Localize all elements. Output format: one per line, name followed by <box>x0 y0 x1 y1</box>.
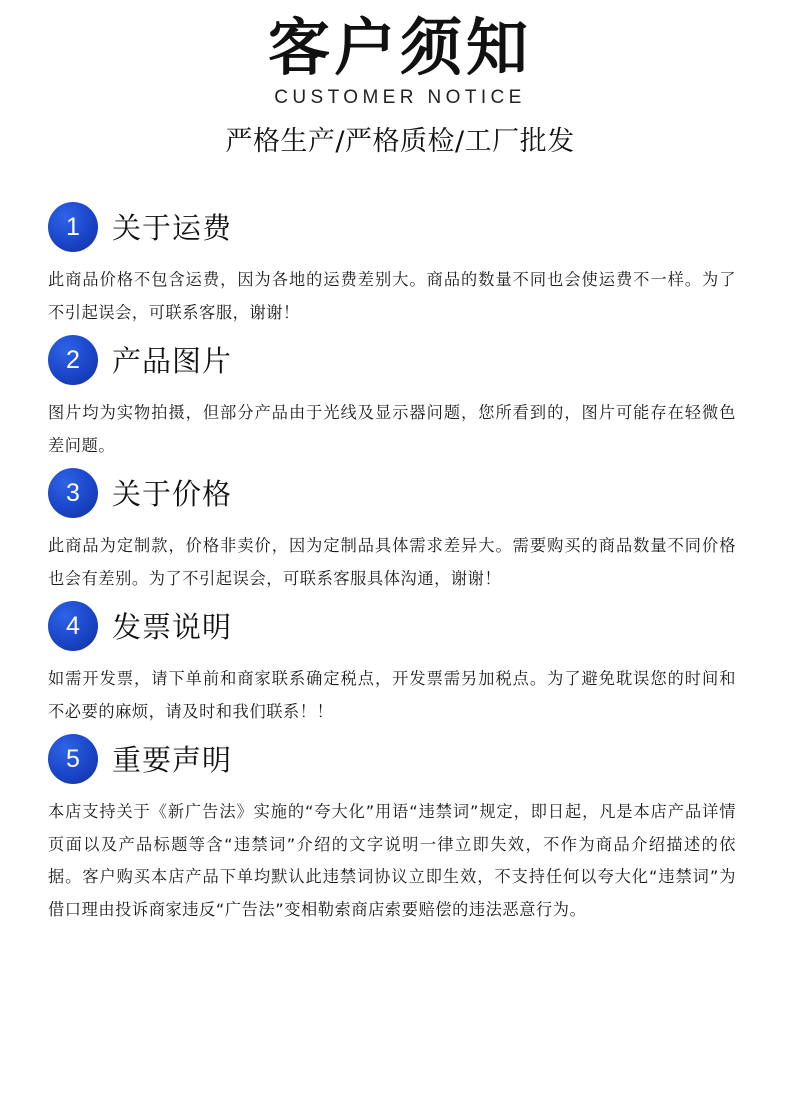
section-header <box>48 734 748 786</box>
section-text: 本店支持关于《新广告法》实施的“夸大化”用语“违禁词”规定，即日起，凡是本店产品详情页面以及产品标题等含“违禁词”介绍的文字说明一律立即失效，不作为商品介绍描述的依据。客户购买本店产品下单均默认此违禁词协议立即生效，不支持任何以夸大化“违禁词”为借口理由投诉商家违反“广告法”变相勒索商店索要赔偿的违法恶意行为。 <box>48 802 736 919</box>
section-title: 重要声明 <box>112 743 233 777</box>
section-header <box>48 468 748 520</box>
section-header <box>48 202 748 254</box>
section-disclaimer <box>48 734 748 926</box>
section-shipping <box>48 202 748 329</box>
section-header <box>48 335 748 387</box>
section-title: 发票说明 <box>112 610 233 644</box>
number-badge: 5 <box>48 734 98 784</box>
number-badge: 3 <box>48 468 98 518</box>
section-title: 关于运费 <box>112 211 233 245</box>
section-header <box>48 601 748 653</box>
number-badge: 4 <box>48 601 98 651</box>
tagline: 严格生产/严格质检/工厂批发 <box>225 126 575 157</box>
section-invoice <box>48 601 748 728</box>
section-text: 此商品为定制款，价格非卖价，因为定制品具体需求差异大。需要购买的商品数量不同价格也会有差别。为了不引起误会，可联系客服具体沟通，谢谢！ <box>48 536 736 588</box>
section-text: 此商品价格不包含运费，因为各地的运费差别大。商品的数量不同也会使运费不一样。为了不引起误会，可联系客服，谢谢！ <box>48 270 736 322</box>
section-title: 关于价格 <box>112 477 233 511</box>
page-title: 客户须知 <box>267 11 532 84</box>
page-subtitle-english: CUSTOMER NOTICE <box>274 87 526 108</box>
section-pricing <box>48 468 748 595</box>
notice-header <box>0 10 800 110</box>
section-product-images <box>48 335 748 462</box>
number-badge: 1 <box>48 202 98 252</box>
section-text: 如需开发票，请下单前和商家联系确定税点，开发票需另加税点。为了避免耽误您的时间和不必要的麻烦，请及时和我们联系！！ <box>48 669 736 721</box>
section-text: 图片均为实物拍摄，但部分产品由于光线及显示器问题，您所看到的，图片可能存在轻微色差问题。 <box>48 403 736 455</box>
section-title: 产品图片 <box>112 344 233 378</box>
number-badge: 2 <box>48 335 98 385</box>
